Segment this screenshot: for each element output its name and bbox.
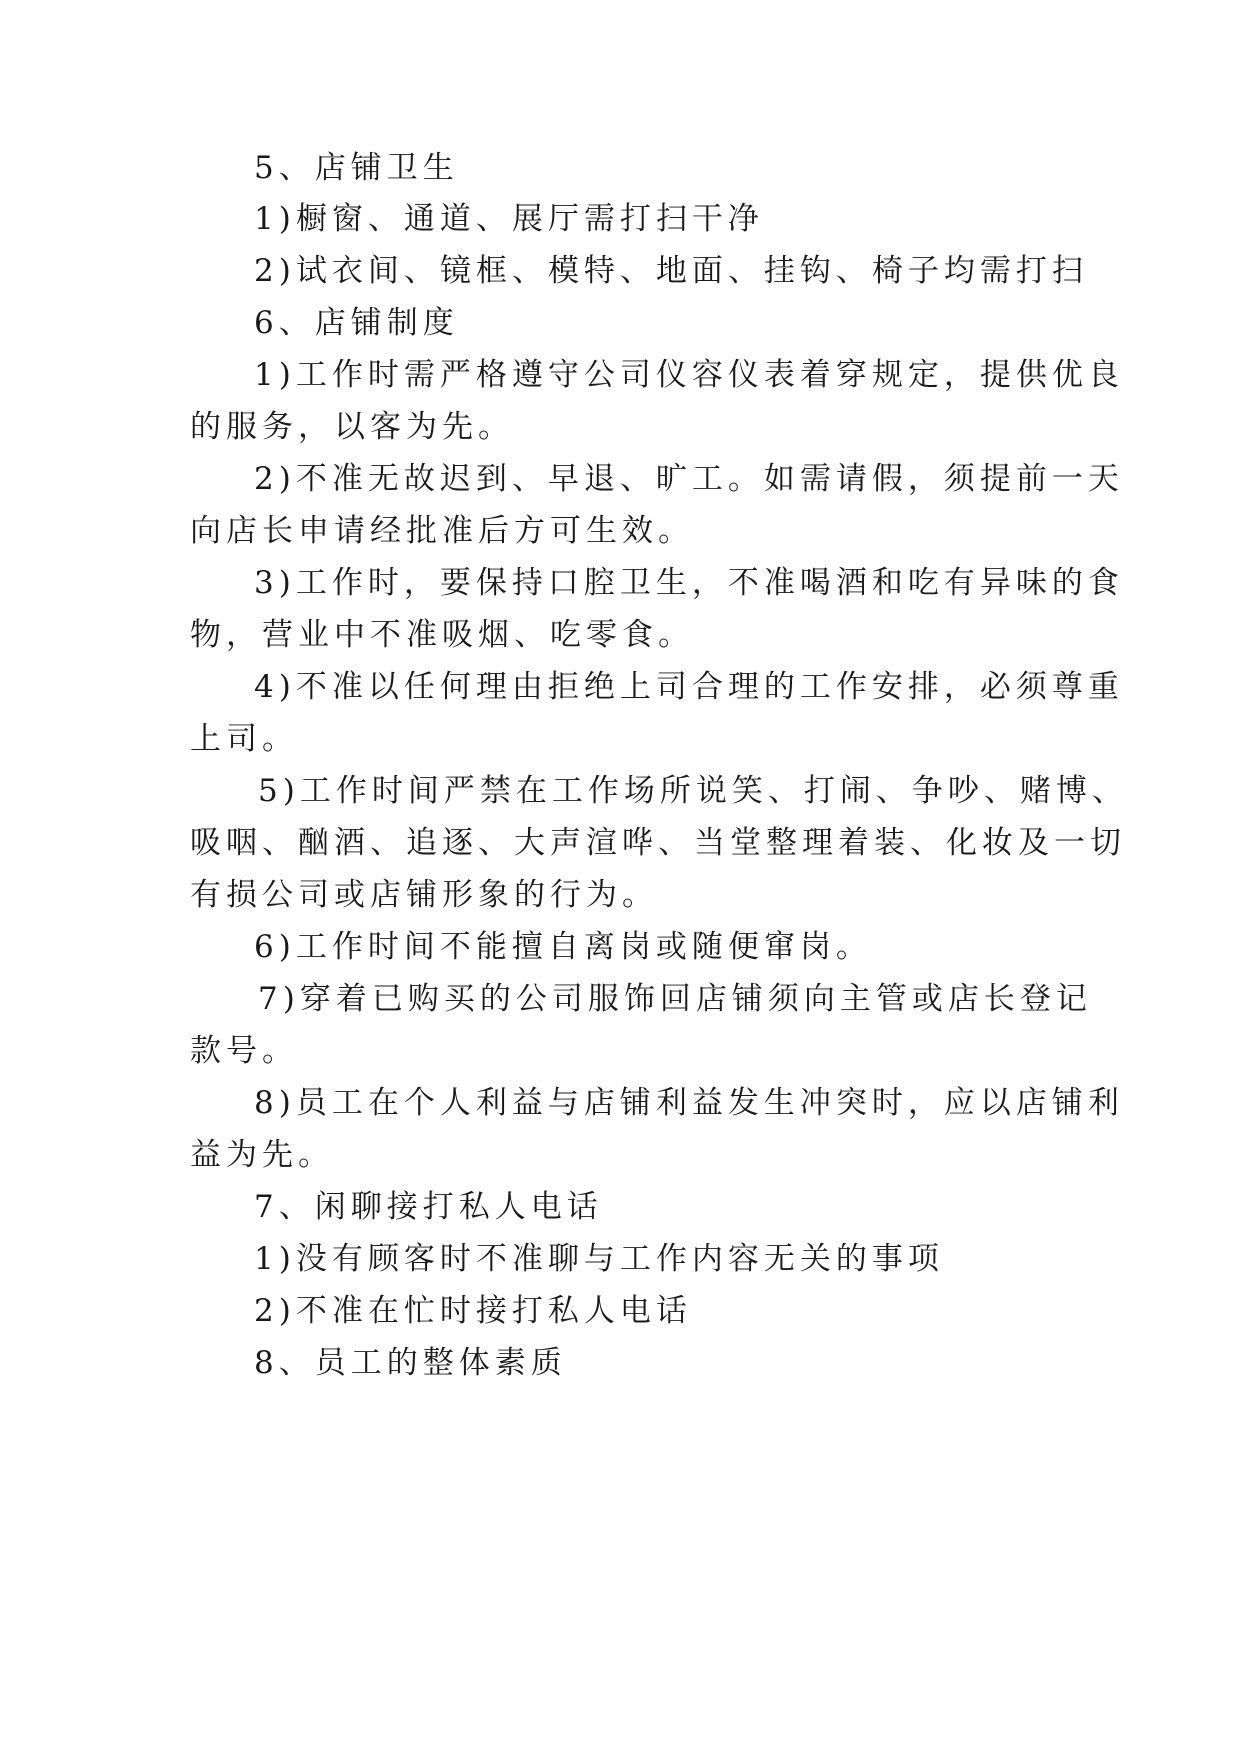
list-item-continuation: 益为先。 (190, 1137, 334, 1173)
list-item: 2)不准无故迟到、早退、旷工。如需请假，须提前一天 (254, 461, 1124, 497)
list-item-continuation: 物，营业中不准吸烟、吃零食。 (190, 617, 694, 653)
list-item: 7)穿着已购买的公司服饰回店铺须向主管或店长登记 (258, 981, 1092, 1017)
list-item: 6)工作时间不能擅自离岗或随便窜岗。 (254, 929, 872, 965)
list-item: 4)不准以任何理由拒绝上司合理的工作安排，必须尊重 (254, 669, 1124, 705)
list-item: 3)工作时，要保持口腔卫生，不准喝酒和吃有异味的食 (254, 565, 1124, 601)
list-item: 1)工作时需严格遵守公司仪容仪表着穿规定，提供优良 (254, 357, 1124, 393)
list-item: 1)没有顾客时不准聊与工作内容无关的事项 (254, 1241, 944, 1277)
list-item-continuation: 有损公司或店铺形象的行为。 (190, 877, 658, 913)
list-item-continuation: 的服务，以客为先。 (190, 409, 514, 445)
list-item: 2)不准在忙时接打私人电话 (254, 1293, 692, 1329)
list-item: 5)工作时间严禁在工作场所说笑、打闹、争吵、赌博、 (258, 773, 1128, 809)
list-item: 1)橱窗、通道、展厅需打扫干净 (254, 201, 764, 237)
list-item-continuation: 向店长申请经批准后方可生效。 (190, 513, 694, 549)
section-heading-5: 5、店铺卫生 (254, 150, 459, 186)
list-item-continuation: 款号。 (190, 1033, 298, 1069)
list-item: 8)员工在个人利益与店铺利益发生冲突时，应以店铺利 (254, 1085, 1124, 1121)
section-heading-7: 7、闲聊接打私人电话 (254, 1189, 603, 1225)
section-heading-6: 6、店铺制度 (254, 305, 459, 341)
list-item-continuation: 吸咽、酗酒、追逐、大声渲哗、当堂整理着装、化妆及一切 (190, 825, 1126, 861)
list-item: 2)试衣间、镜框、模特、地面、挂钩、椅子均需打扫 (254, 253, 1088, 289)
section-heading-8: 8、员工的整体素质 (254, 1345, 567, 1381)
list-item-continuation: 上司。 (190, 721, 298, 757)
